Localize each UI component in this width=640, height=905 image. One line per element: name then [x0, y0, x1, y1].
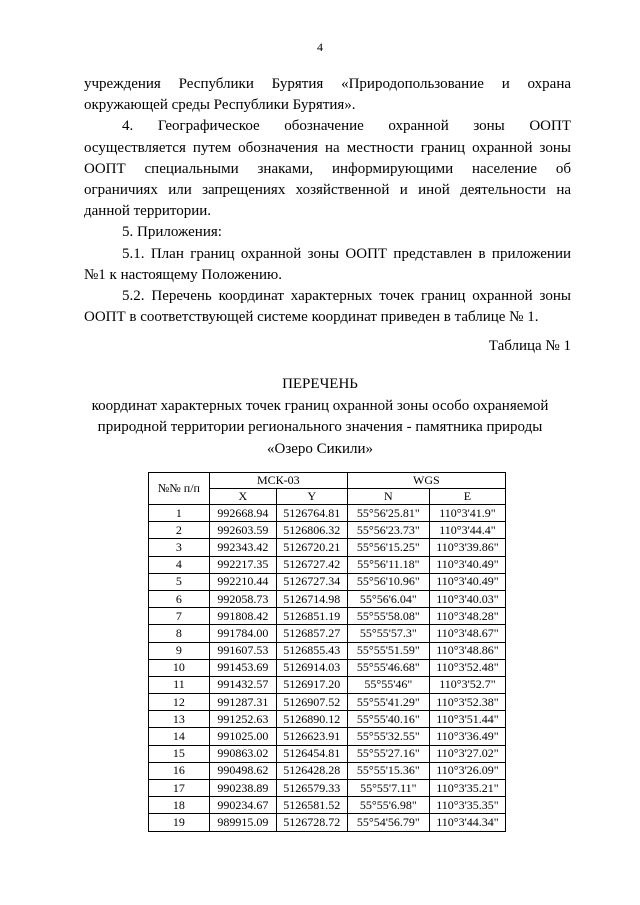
cell-x: 991287.31	[209, 694, 276, 711]
cell-num: 10	[149, 659, 210, 676]
header-e: E	[429, 489, 505, 505]
paragraph-continuation: учреждения Республики Бурятия «Природопользование и охрана окружающей среды Республики Бурятия».	[84, 76, 571, 114]
cell-n: 55°56'10.96"	[347, 573, 429, 590]
cell-num: 1	[149, 505, 210, 522]
cell-n: 55°56'15.25"	[347, 539, 429, 556]
cell-n: 55°54'56.79"	[347, 814, 429, 831]
header-num: №№ п/п	[149, 473, 210, 505]
cell-n: 55°56'11.18"	[347, 556, 429, 573]
table-row	[149, 642, 506, 659]
table-row	[149, 539, 506, 556]
cell-n: 55°55'46"	[347, 676, 429, 693]
table-row	[149, 590, 506, 607]
cell-n: 55°55'51.59"	[347, 642, 429, 659]
cell-num: 4	[149, 556, 210, 573]
cell-num: 11	[149, 676, 210, 693]
cell-e: 110°3'40.49"	[429, 573, 505, 590]
cell-y: 5126914.03	[276, 659, 347, 676]
cell-e: 110°3'41.9"	[429, 505, 505, 522]
cell-num: 19	[149, 814, 210, 831]
table-label: Таблица № 1	[488, 338, 571, 354]
cell-num: 16	[149, 762, 210, 779]
cell-e: 110°3'52.38"	[429, 694, 505, 711]
cell-x: 992058.73	[209, 590, 276, 607]
cell-e: 110°3'44.34"	[429, 814, 505, 831]
header-wgs: WGS	[347, 473, 505, 489]
table-row	[149, 625, 506, 642]
cell-y: 5126917.20	[276, 676, 347, 693]
table-row	[149, 522, 506, 539]
cell-x: 991607.53	[209, 642, 276, 659]
cell-x: 991432.57	[209, 676, 276, 693]
cell-n: 55°55'40.16"	[347, 711, 429, 728]
table-title	[0, 374, 640, 460]
cell-e: 110°3'26.09"	[429, 762, 505, 779]
coordinates-table	[148, 472, 506, 832]
cell-y: 5126720.21	[276, 539, 347, 556]
table-row	[149, 608, 506, 625]
paragraph-4: 4. Географическое обозначение охранной зоны ООПТ осуществляется путем обозначения на местности границ охранной зоны ООПТ специальными знаками, информирующими население об ограничиях или запрещениях хозяйственной и иной деятельности на данной территории.	[84, 118, 571, 220]
document-body	[84, 74, 571, 328]
cell-n: 55°55'27.16"	[347, 745, 429, 762]
table-row	[149, 676, 506, 693]
cell-n: 55°55'32.55"	[347, 728, 429, 745]
table-row	[149, 573, 506, 590]
cell-num: 8	[149, 625, 210, 642]
table-row	[149, 814, 506, 831]
table-row	[149, 780, 506, 797]
cell-x: 991453.69	[209, 659, 276, 676]
cell-x: 992210.44	[209, 573, 276, 590]
cell-e: 110°3'48.86"	[429, 642, 505, 659]
paragraph-5-2: 5.2. Перечень координат характерных точек границ охранной зоны ООПТ в соответствующей системе координат приведен в таблице № 1.	[84, 288, 571, 326]
paragraph-5: 5. Приложения:	[122, 224, 222, 241]
cell-y: 5126727.42	[276, 556, 347, 573]
cell-x: 992217.35	[209, 556, 276, 573]
cell-x: 990863.02	[209, 745, 276, 762]
cell-x: 992668.94	[209, 505, 276, 522]
cell-num: 6	[149, 590, 210, 607]
cell-e: 110°3'51.44"	[429, 711, 505, 728]
title-line-2: координат характерных точек границ охранной зоны особо охраняемой	[91, 397, 549, 414]
table-row	[149, 659, 506, 676]
cell-y: 5126857.27	[276, 625, 347, 642]
cell-n: 55°55'6.98"	[347, 797, 429, 814]
table-row	[149, 745, 506, 762]
cell-num: 18	[149, 797, 210, 814]
cell-e: 110°3'40.03"	[429, 590, 505, 607]
cell-e: 110°3'35.35"	[429, 797, 505, 814]
table-header-row	[149, 473, 506, 489]
cell-e: 110°3'52.7"	[429, 676, 505, 693]
cell-e: 110°3'27.02"	[429, 745, 505, 762]
cell-n: 55°55'41.29"	[347, 694, 429, 711]
cell-y: 5126890.12	[276, 711, 347, 728]
page-number: 4	[317, 40, 323, 54]
cell-n: 55°55'7.11"	[347, 780, 429, 797]
cell-x: 992343.42	[209, 539, 276, 556]
cell-x: 992603.59	[209, 522, 276, 539]
cell-y: 5126581.52	[276, 797, 347, 814]
cell-num: 2	[149, 522, 210, 539]
cell-n: 55°56'6.04"	[347, 590, 429, 607]
cell-y: 5126907.52	[276, 694, 347, 711]
cell-num: 14	[149, 728, 210, 745]
table-row	[149, 762, 506, 779]
cell-y: 5126714.98	[276, 590, 347, 607]
cell-x: 990238.89	[209, 780, 276, 797]
cell-num: 3	[149, 539, 210, 556]
cell-y: 5126428.28	[276, 762, 347, 779]
cell-num: 15	[149, 745, 210, 762]
cell-e: 110°3'48.67"	[429, 625, 505, 642]
cell-y: 5126727.34	[276, 573, 347, 590]
cell-n: 55°55'46.68"	[347, 659, 429, 676]
cell-n: 55°55'15.36"	[347, 762, 429, 779]
cell-e: 110°3'39.86"	[429, 539, 505, 556]
cell-x: 990498.62	[209, 762, 276, 779]
cell-n: 55°56'23.73"	[347, 522, 429, 539]
cell-e: 110°3'35.21"	[429, 780, 505, 797]
cell-e: 110°3'44.4"	[429, 522, 505, 539]
cell-n: 55°55'58.08"	[347, 608, 429, 625]
cell-y: 5126728.72	[276, 814, 347, 831]
table-row	[149, 694, 506, 711]
header-x: X	[209, 489, 276, 505]
cell-y: 5126855.43	[276, 642, 347, 659]
table-row	[149, 505, 506, 522]
cell-x: 991808.42	[209, 608, 276, 625]
cell-e: 110°3'52.48"	[429, 659, 505, 676]
table-row	[149, 728, 506, 745]
cell-num: 9	[149, 642, 210, 659]
cell-y: 5126851.19	[276, 608, 347, 625]
cell-n: 55°56'25.81"	[347, 505, 429, 522]
header-msk: МСК-03	[209, 473, 347, 489]
cell-x: 991025.00	[209, 728, 276, 745]
cell-num: 12	[149, 694, 210, 711]
table-row	[149, 797, 506, 814]
cell-n: 55°55'57.3"	[347, 625, 429, 642]
cell-y: 5126579.33	[276, 780, 347, 797]
cell-y: 5126454.81	[276, 745, 347, 762]
table-row	[149, 711, 506, 728]
header-y: Y	[276, 489, 347, 505]
cell-x: 989915.09	[209, 814, 276, 831]
cell-y: 5126764.81	[276, 505, 347, 522]
cell-num: 5	[149, 573, 210, 590]
cell-x: 991784.00	[209, 625, 276, 642]
title-heading: ПЕРЕЧЕНЬ	[282, 376, 358, 392]
cell-y: 5126623.91	[276, 728, 347, 745]
title-line-3: природной территории регионального значения - памятника природы	[97, 419, 543, 435]
table-row	[149, 556, 506, 573]
cell-num: 17	[149, 780, 210, 797]
cell-num: 13	[149, 711, 210, 728]
cell-e: 110°3'40.49"	[429, 556, 505, 573]
cell-x: 991252.63	[209, 711, 276, 728]
cell-e: 110°3'36.49"	[429, 728, 505, 745]
header-n: N	[347, 489, 429, 505]
cell-num: 7	[149, 608, 210, 625]
cell-e: 110°3'48.28"	[429, 608, 505, 625]
cell-y: 5126806.32	[276, 522, 347, 539]
paragraph-5-1: 5.1. План границ охранной зоны ООПТ представлен в приложении №1 к настоящему Положению.	[84, 245, 571, 283]
cell-x: 990234.67	[209, 797, 276, 814]
table-body	[149, 505, 506, 832]
title-line-4: «Озеро Сикили»	[266, 440, 374, 457]
